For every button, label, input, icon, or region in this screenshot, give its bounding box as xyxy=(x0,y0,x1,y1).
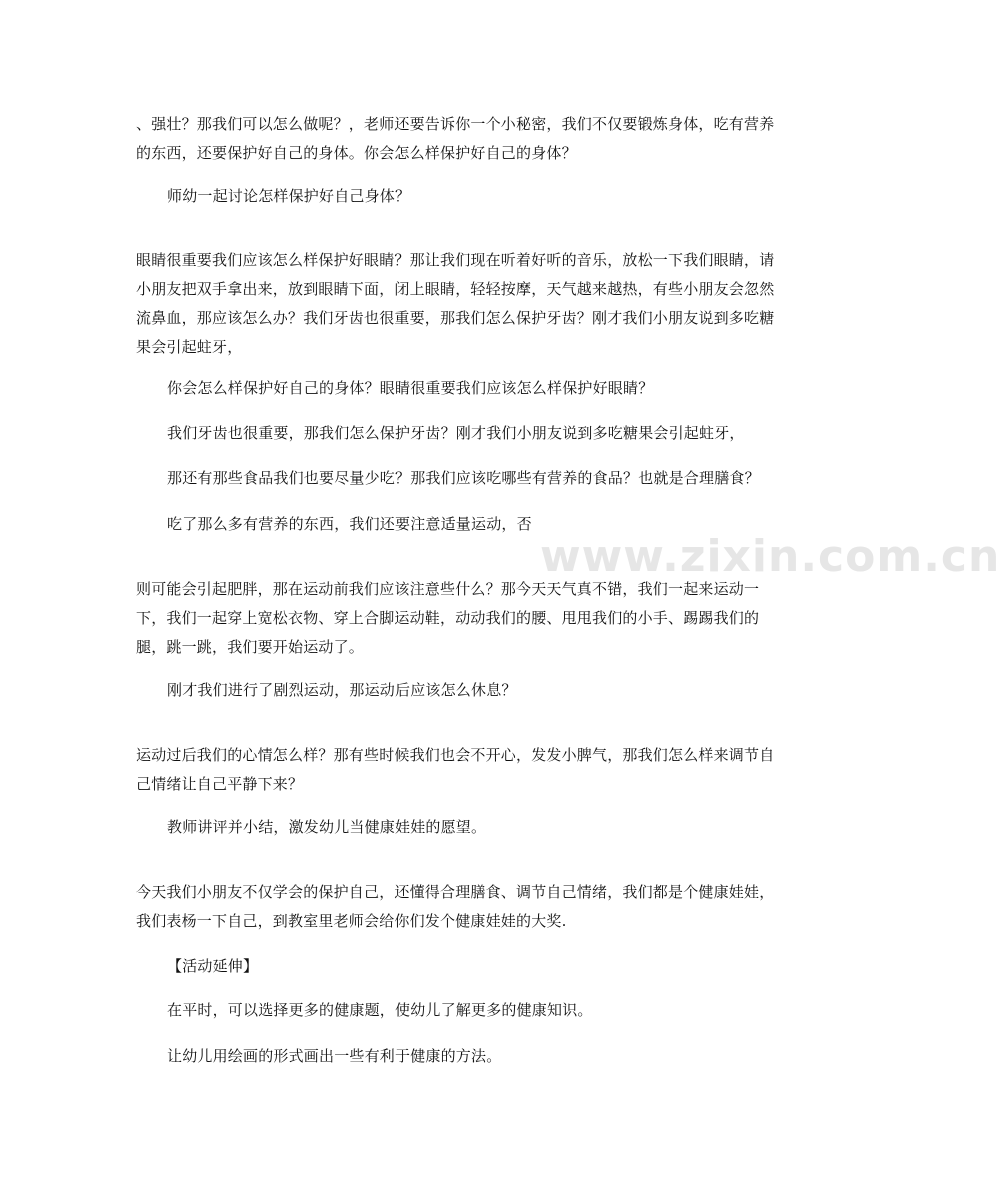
paragraph-6: 那还有那些食品我们也要尽量少吃？那我们应该吃哪些有营养的食品？也就是合理膳食？ xyxy=(167,469,760,487)
section-heading-activity-extension: 【活动延伸】 xyxy=(167,957,259,975)
paragraph-8: 则可能会引起肥胖，那在运动前我们应该注意些什么？那今天天气真不错，我们一起来运动一下，我们一起穿上宽松衣物、穿上合脚运动鞋，动动我们的腰、甩甩我们的小手、踢踢我们的腿，跳一跳，我们要开始运动了。 xyxy=(136,580,760,656)
paragraph-11: 教师讲评并小结，激发幼儿当健康娃娃的愿望。 xyxy=(167,818,487,836)
watermark: www.zixin.com.cn xyxy=(540,531,1000,582)
paragraph-2: 师幼一起讨论怎样保护好自己身体？ xyxy=(167,187,411,205)
paragraph-15: 让幼儿用绘画的形式画出一些有利于健康的方法。 xyxy=(167,1047,502,1065)
paragraph-12: 今天我们小朋友不仅学会的保护自己，还懂得合理膳食、调节自己情绪，我们都是个健康娃娃，我们表杨一下自己，到教室里老师会给你们发个健康娃娃的大奖. xyxy=(136,883,775,930)
paragraph-14: 在平时，可以选择更多的健康题，使幼儿了解更多的健康知识。 xyxy=(167,1001,593,1019)
paragraph-5: 我们牙齿也很重要，那我们怎么保护牙齿？刚才我们小朋友说到多吃糖果会引起蛀牙， xyxy=(167,424,745,442)
paragraph-10: 运动过后我们的心情怎么样？那有些时候我们也会不开心，发发小脾气，那我们怎么样来调节自己情绪让自己平静下来？ xyxy=(136,746,775,793)
paragraph-3: 眼睛很重要我们应该怎么样保护好眼睛？那让我们现在听着好听的音乐，放松一下我们眼睛，请小朋友把双手拿出来，放到眼睛下面，闭上眼睛，轻轻按摩，天气越来越热，有些小朋友会忽然流鼻血，那应该怎么办？我们牙齿也很重要，那我们怎么保护牙齿？刚才我们小朋友说到多吃糖果会引起蛀牙， xyxy=(136,251,775,356)
paragraph-7: 吃了那么多有营养的东西，我们还要注意适量运动，否 xyxy=(167,515,532,533)
paragraph-1: 、强壮？那我们可以怎么做呢？，老师还要告诉你一个小秘密，我们不仅要锻炼身体，吃有营养的东西，还要保护好自己的身体。你会怎么样保护好自己的身体？ xyxy=(136,115,775,162)
paragraph-9: 刚才我们进行了剧烈运动，那运动后应该怎么休息？ xyxy=(167,681,517,699)
paragraph-4: 你会怎么样保护好自己的身体？眼睛很重要我们应该怎么样保护好眼睛？ xyxy=(167,379,654,397)
